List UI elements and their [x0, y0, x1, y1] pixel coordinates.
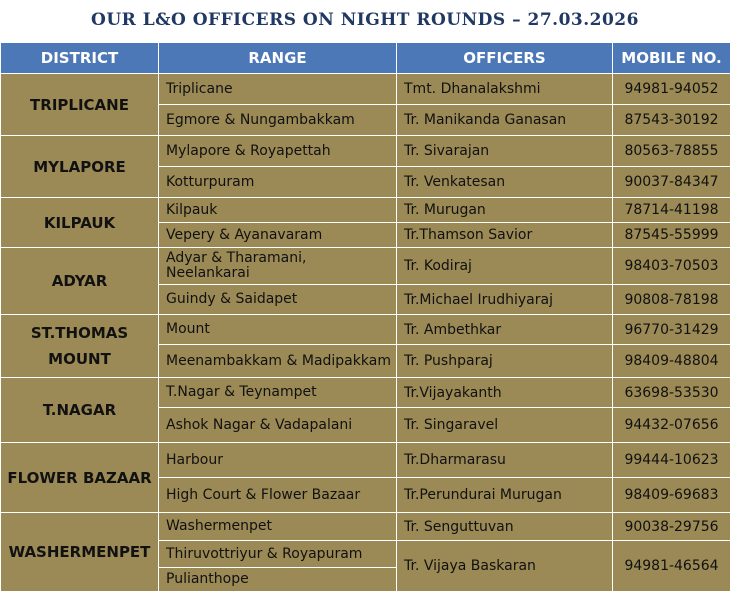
officer-cell: Tr. Murugan	[397, 198, 613, 223]
district-cell: WASHERMENPET	[1, 513, 159, 592]
mobile-cell: 94432-07656	[613, 408, 730, 443]
table-row	[1, 513, 730, 541]
district-cell: TRIPLICANE	[1, 74, 159, 136]
officer-cell: Tr.Vijayakanth	[397, 378, 613, 408]
district-cell: ST.THOMAS MOUNT	[1, 315, 159, 378]
range-cell: Vepery & Ayanavaram	[159, 223, 397, 248]
mobile-cell: 94981-46564	[613, 541, 730, 592]
mobile-cell: 90808-78198	[613, 285, 730, 315]
officer-cell: Tr. Manikanda Ganasan	[397, 105, 613, 136]
range-cell: Ashok Nagar & Vadapalani	[159, 408, 397, 443]
table-row	[1, 378, 730, 408]
table-row	[1, 315, 730, 345]
mobile-cell: 90037-84347	[613, 167, 730, 198]
mobile-cell: 80563-78855	[613, 136, 730, 167]
mobile-cell: 98403-70503	[613, 248, 730, 285]
table-row	[1, 198, 730, 223]
table-header-row	[1, 43, 730, 74]
range-cell: Meenambakkam & Madipakkam	[159, 345, 397, 378]
range-cell: High Court & Flower Bazaar	[159, 478, 397, 513]
header-range: RANGE	[159, 43, 397, 74]
officer-cell: Tr. Venkatesan	[397, 167, 613, 198]
table-row	[1, 248, 730, 285]
officer-cell: Tr. Kodiraj	[397, 248, 613, 285]
header-district: DISTRICT	[1, 43, 159, 74]
officer-cell: Tr. Singaravel	[397, 408, 613, 443]
page-title: OUR L&O OFFICERS ON NIGHT ROUNDS – 27.03.2026	[0, 0, 730, 42]
officer-cell: Tr. Senguttuvan	[397, 513, 613, 541]
range-cell: T.Nagar & Teynampet	[159, 378, 397, 408]
range-cell: Kilpauk	[159, 198, 397, 223]
table-row	[1, 74, 730, 105]
district-cell: ADYAR	[1, 248, 159, 315]
mobile-cell: 98409-69683	[613, 478, 730, 513]
district-cell: FLOWER BAZAAR	[1, 443, 159, 513]
mobile-cell: 94981-94052	[613, 74, 730, 105]
table-row	[1, 136, 730, 167]
district-cell: KILPAUK	[1, 198, 159, 248]
officer-cell: Tr. Sivarajan	[397, 136, 613, 167]
mobile-cell: 99444-10623	[613, 443, 730, 478]
range-cell: Harbour	[159, 443, 397, 478]
mobile-cell: 96770-31429	[613, 315, 730, 345]
mobile-cell: 90038-29756	[613, 513, 730, 541]
officer-cell: Tr.Dharmarasu	[397, 443, 613, 478]
range-cell: Mount	[159, 315, 397, 345]
table-row	[1, 443, 730, 478]
range-cell: Pulianthope	[159, 568, 397, 592]
range-cell: Kotturpuram	[159, 167, 397, 198]
officer-cell: Tmt. Dhanalakshmi	[397, 74, 613, 105]
header-officers: OFFICERS	[397, 43, 613, 74]
officer-cell: Tr.Michael Irudhiyaraj	[397, 285, 613, 315]
range-cell: Triplicane	[159, 74, 397, 105]
range-cell: Mylapore & Royapettah	[159, 136, 397, 167]
officer-cell: Tr. Ambethkar	[397, 315, 613, 345]
district-cell: T.NAGAR	[1, 378, 159, 443]
district-cell: MYLAPORE	[1, 136, 159, 198]
mobile-cell: 87543-30192	[613, 105, 730, 136]
officer-cell: Tr.Thamson Savior	[397, 223, 613, 248]
range-cell: Guindy & Saidapet	[159, 285, 397, 315]
officer-cell: Tr. Pushparaj	[397, 345, 613, 378]
officers-table	[0, 42, 730, 592]
mobile-cell: 63698-53530	[613, 378, 730, 408]
mobile-cell: 87545-55999	[613, 223, 730, 248]
range-cell: Egmore & Nungambakkam	[159, 105, 397, 136]
mobile-cell: 98409-48804	[613, 345, 730, 378]
officer-cell: Tr.Perundurai Murugan	[397, 478, 613, 513]
range-cell: Thiruvottriyur & Royapuram	[159, 541, 397, 568]
officer-cell: Tr. Vijaya Baskaran	[397, 541, 613, 592]
range-cell: Adyar & Tharamani, Neelankarai	[159, 248, 397, 285]
range-cell: Washermenpet	[159, 513, 397, 541]
header-mobile: MOBILE NO.	[613, 43, 730, 74]
mobile-cell: 78714-41198	[613, 198, 730, 223]
